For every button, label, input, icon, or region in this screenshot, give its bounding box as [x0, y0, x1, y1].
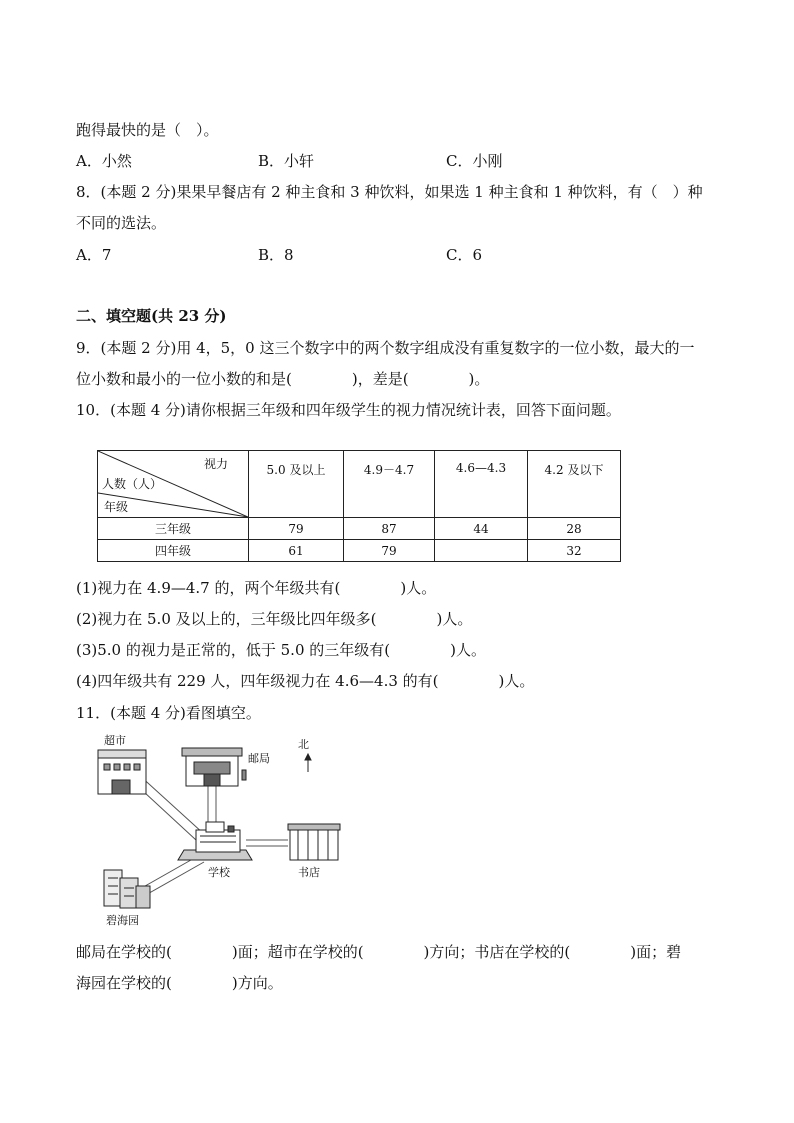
residence-building	[104, 870, 150, 908]
q11-stem: 11．(本题 4 分)看图填空。	[76, 704, 261, 722]
q7-option-c: C．小刚	[446, 152, 503, 170]
q10-sub3: (3)5.0 的视力是正常的，低于 5.0 的三年级有( )人。	[76, 641, 486, 659]
q8-line2: 不同的选法。	[76, 214, 167, 232]
table-cell: 79	[249, 518, 344, 540]
q11-line2: 海园在学校的( )方向。	[76, 974, 283, 992]
q8-line1: 8．(本题 2 分)果果早餐店有 2 种主食和 3 种饮料，如果选 1 种主食和 1 种饮料，有（ ）种	[76, 183, 703, 201]
q9-line1: 9．(本题 2 分)用 4，5，0 这三个数字中的两个数字组成没有重复数字的一位小数，最大的一	[76, 339, 695, 357]
table-header: 4.6—4.3	[435, 451, 528, 518]
label-post-office: 邮局	[248, 752, 270, 765]
q8-option-c: C．6	[446, 246, 483, 264]
north-arrow	[305, 754, 311, 772]
q10-sub2: (2)视力在 5.0 及以上的，三年级比四年级多( )人。	[76, 610, 473, 628]
table-header: 4.2 及以下	[528, 451, 621, 518]
table-cell	[435, 540, 528, 562]
bookstore-building	[288, 824, 340, 860]
q9-line2: 位小数和最小的一位小数的和是( )，差是( )。	[76, 370, 490, 388]
direction-map	[76, 730, 376, 930]
q10-sub4: (4)四年级共有 229 人，四年级视力在 4.6—4.3 的有( )人。	[76, 672, 535, 690]
corner-count-label: 人数（人）	[102, 477, 163, 491]
table-row	[98, 518, 621, 540]
q7-option-b: B．小轩	[258, 152, 315, 170]
corner-grade-label: 年级	[104, 500, 129, 514]
table-cell: 61	[249, 540, 344, 562]
q10-stem: 10．(本题 4 分)请你根据三年级和四年级学生的视力情况统计表，回答下面问题。	[76, 401, 621, 419]
table-row	[98, 540, 621, 562]
q7-tail: 跑得最快的是（ ）。	[76, 121, 219, 139]
vision-table	[97, 450, 621, 562]
label-north: 北	[298, 738, 309, 751]
label-bookstore: 书店	[298, 866, 320, 879]
table-cell: 44	[435, 518, 528, 540]
supermarket-building	[98, 750, 146, 794]
label-supermarket: 超市	[104, 734, 126, 747]
table-cell: 28	[528, 518, 621, 540]
table-header: 5.0 及以上	[249, 451, 344, 518]
corner-vision-label: 视力	[203, 457, 228, 471]
section-title: 二、填空题(共 23 分)	[76, 307, 227, 325]
map-drawing	[76, 730, 376, 930]
corner-cell	[98, 451, 249, 518]
row-grade: 三年级	[98, 518, 249, 540]
q7-option-a: A．小然	[76, 152, 132, 170]
table-cell: 79	[344, 540, 435, 562]
table-cell: 32	[528, 540, 621, 562]
q8-option-a: A．7	[76, 246, 112, 264]
post-office-building	[182, 748, 246, 786]
label-biyuan: 碧海园	[106, 914, 139, 927]
school-building	[178, 822, 252, 860]
table-header: 4.9－4.7	[344, 451, 435, 518]
row-grade: 四年级	[98, 540, 249, 562]
q10-sub1: (1)视力在 4.9—4.7 的，两个年级共有( )人。	[76, 579, 437, 597]
label-school: 学校	[208, 866, 230, 879]
q8-option-b: B．8	[258, 246, 294, 264]
q11-line1: 邮局在学校的( )面；超市在学校的( )方向；书店在学校的( )面；碧	[76, 943, 682, 961]
table-cell: 87	[344, 518, 435, 540]
